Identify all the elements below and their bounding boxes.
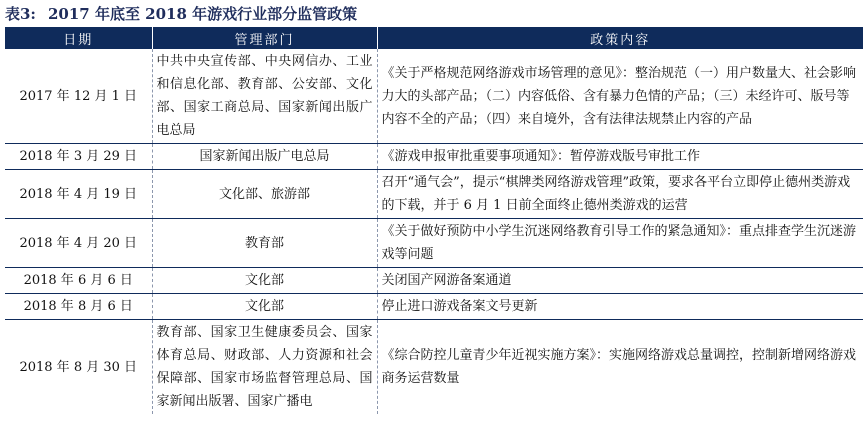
row-dept: 国家新闻出版广电总局 — [152, 144, 377, 170]
table-row — [5, 144, 863, 170]
row-policy: 停止进口游戏备案文号更新 — [377, 294, 863, 320]
row-policy: 《关于严格规范网络游戏市场管理的意见》：整治规范（一）用户数量大、社会影响力大的头部产品；（二）内容低俗、含有暴力色情的产品；（三）未经许可、版号等内容不全的产品；（四）来自境外，含有法律法规禁止内容的产品 — [377, 49, 863, 144]
row-date: 2018 年 4 月 19 日 — [5, 170, 152, 219]
row-policy: 《关于做好预防中小学生沉迷网络教育引导工作的紧急通知》：重点排查学生沉迷游戏等问题 — [377, 219, 863, 268]
policy-table — [5, 27, 863, 414]
row-date: 2018 年 8 月 6 日 — [5, 294, 152, 320]
table-row — [5, 49, 863, 144]
row-dept: 中共中央宣传部、中央网信办、工业和信息化部、教育部、公安部、文化部、国家工商总局、国家新闻出版广电总局 — [152, 49, 377, 144]
table-row — [5, 294, 863, 320]
row-policy: 关闭国产网游备案通道 — [377, 268, 863, 294]
row-dept: 文化部 — [152, 294, 377, 320]
table-title — [5, 3, 357, 25]
row-dept: 文化部、旅游部 — [152, 170, 377, 219]
table-row — [5, 219, 863, 268]
row-policy: 《游戏申报审批重要事项通知》：暂停游戏版号审批工作 — [377, 144, 863, 170]
row-dept: 教育部、国家卫生健康委员会、国家体育总局、财政部、人力资源和社会保障部、国家市场监督管理总局、国家新闻出版署、国家广播电 — [152, 320, 377, 415]
table-row — [5, 320, 863, 415]
header-date: 日期 — [5, 27, 152, 49]
row-date: 2018 年 8 月 30 日 — [5, 320, 152, 415]
row-date: 2018 年 3 月 29 日 — [5, 144, 152, 170]
row-dept: 教育部 — [152, 219, 377, 268]
table-row — [5, 268, 863, 294]
row-date: 2017 年 12 月 1 日 — [5, 49, 152, 144]
table-header-row — [5, 27, 863, 49]
table-row — [5, 170, 863, 219]
row-dept: 文化部 — [152, 268, 377, 294]
row-policy: 《综合防控儿童青少年近视实施方案》：实施网络游戏总量调控，控制新增网络游戏商务运营数量 — [381, 348, 857, 386]
row-date: 2018 年 6 月 6 日 — [5, 268, 152, 294]
table-title-label: 表3: — [5, 5, 36, 23]
table-title-text: 2017 年底至 2018 年游戏行业部分监管政策 — [47, 5, 358, 23]
header-dept: 管理部门 — [152, 27, 377, 49]
header-policy: 政策内容 — [377, 27, 863, 49]
row-date: 2018 年 4 月 20 日 — [5, 219, 152, 268]
row-policy: 召开“通气会”，提示“棋牌类网络游戏管理”政策，要求各平台立即停止德州类游戏的下载，并于 6 月 1 日前全面终止德州类游戏的运营 — [377, 170, 863, 219]
